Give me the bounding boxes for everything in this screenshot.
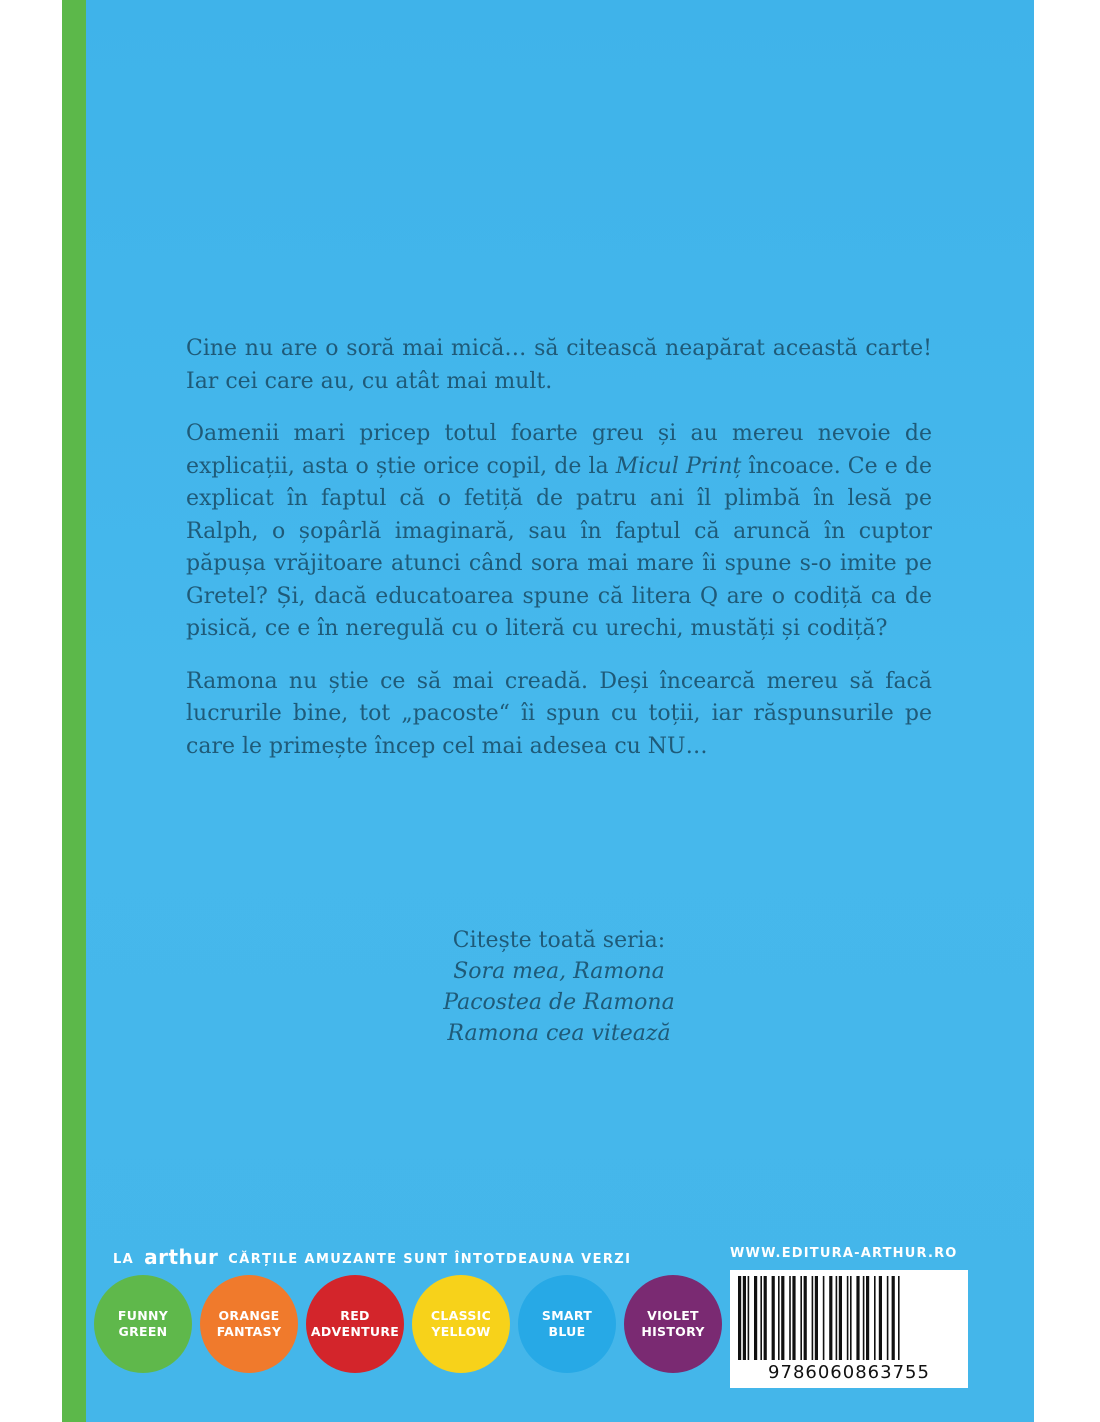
collection-label: ORANGE FANTASY bbox=[216, 1308, 282, 1339]
collection-label: FUNNY GREEN bbox=[117, 1308, 169, 1339]
barcode-bar bbox=[743, 1276, 746, 1360]
barcode-bar bbox=[800, 1276, 802, 1360]
collection-badge-red-adventure bbox=[306, 1275, 404, 1373]
slogan-prefix: LA bbox=[113, 1252, 135, 1267]
series-title-1: Sora mea, Ramona bbox=[453, 959, 665, 984]
barcode-bar bbox=[847, 1276, 849, 1360]
barcode-bar bbox=[772, 1276, 775, 1360]
barcode-bar bbox=[874, 1276, 876, 1360]
collection-badge-funny-green bbox=[94, 1275, 192, 1373]
collection-badge-smart-blue bbox=[518, 1275, 616, 1373]
barcode-bar bbox=[856, 1276, 859, 1360]
barcode-bar bbox=[898, 1276, 900, 1360]
barcode-bar bbox=[829, 1276, 832, 1360]
barcode-bar bbox=[792, 1276, 795, 1360]
barcode-bar bbox=[781, 1276, 784, 1360]
publisher-slogan bbox=[113, 1244, 673, 1268]
barcode-bar bbox=[887, 1276, 889, 1360]
collection-badge-classic-yellow bbox=[412, 1275, 510, 1373]
series-heading: Citește toată seria: bbox=[452, 928, 666, 953]
barcode-bar bbox=[804, 1276, 807, 1360]
blurb-p2-part-b: încoace. Ce e de explicat în faptul că o fetiță de patru ani îl plimbă în lesă pe Ralph, o șopârlă imaginară, sau în faptul că aruncă în cuptor păpușa vrăjitoare atunci când sora mai mare îi spune s-o imite pe Gretel? Și, dacă educatoarea spune că litera Q are o codiță ca de pisică, ce e în neregulă cu o literă cu urechi, mustăți și codiță? bbox=[186, 453, 933, 641]
barcode-bar bbox=[863, 1276, 865, 1360]
collection-badge-orange-fantasy bbox=[200, 1275, 298, 1373]
isbn-number: 9786060863755 bbox=[768, 1362, 930, 1383]
blurb-paragraph-3: Ramona nu știe ce să mai creadă. Deși încearcă mereu să facă lucrurile bine, tot „pacoste“ îi spun cu toții, iar răspunsurile pe care le primește încep cel mai adesea cu NU… bbox=[186, 668, 932, 759]
blurb-text bbox=[186, 333, 932, 763]
collection-label: SMART BLUE bbox=[541, 1308, 593, 1339]
barcode-bar bbox=[778, 1276, 780, 1360]
collection-label: VIOLET HISTORY bbox=[641, 1308, 705, 1339]
barcode-bar bbox=[892, 1276, 895, 1360]
collection-label: CLASSIC YELLOW bbox=[430, 1308, 492, 1339]
slogan-suffix: CĂRȚILE AMUZANTE SUNT ÎNTOTDEAUNA VERZI bbox=[228, 1252, 632, 1267]
barcode-bar bbox=[839, 1276, 842, 1360]
barcode-bar bbox=[789, 1276, 791, 1360]
barcode-bar bbox=[754, 1276, 757, 1360]
series-list bbox=[186, 925, 932, 1049]
barcode-bar bbox=[836, 1276, 838, 1360]
spine-strip bbox=[62, 0, 86, 1422]
barcode-bars bbox=[730, 1270, 968, 1362]
barcode-bar bbox=[815, 1276, 818, 1360]
series-title-3: Ramona cea vitează bbox=[447, 1021, 671, 1046]
barcode-bar bbox=[764, 1276, 767, 1360]
blurb-paragraph-2 bbox=[186, 418, 932, 646]
barcode-bar bbox=[760, 1276, 762, 1360]
barcode-bar bbox=[879, 1276, 882, 1360]
barcode-bar bbox=[866, 1276, 869, 1360]
blurb-paragraph-1: Cine nu are o soră mai mică… să citească neapărat această carte! Iar cei care au, cu atât mai mult. bbox=[186, 336, 932, 394]
barcode-bar bbox=[812, 1276, 814, 1360]
collection-label: RED ADVENTURE bbox=[310, 1308, 400, 1339]
barcode-bar bbox=[748, 1276, 750, 1360]
barcode-bar bbox=[850, 1276, 852, 1360]
collections-row bbox=[94, 1275, 714, 1375]
blurb-p2-part-a: Oamenii mari pricep totul foarte greu și au mereu nevoie de explicații, asta o știe orice copil, de la bbox=[186, 421, 932, 479]
book-title-reference: Micul Prinț bbox=[615, 453, 742, 479]
publisher-website: WWW.EDITURA-ARTHUR.RO bbox=[730, 1246, 958, 1261]
publisher-logo: arthur bbox=[144, 1245, 219, 1269]
barcode-bar bbox=[738, 1276, 741, 1360]
barcode-bar bbox=[823, 1276, 825, 1360]
series-title-2: Pacostea de Ramona bbox=[443, 990, 675, 1015]
collection-badge-violet-history bbox=[624, 1275, 722, 1373]
isbn-barcode bbox=[730, 1270, 968, 1388]
